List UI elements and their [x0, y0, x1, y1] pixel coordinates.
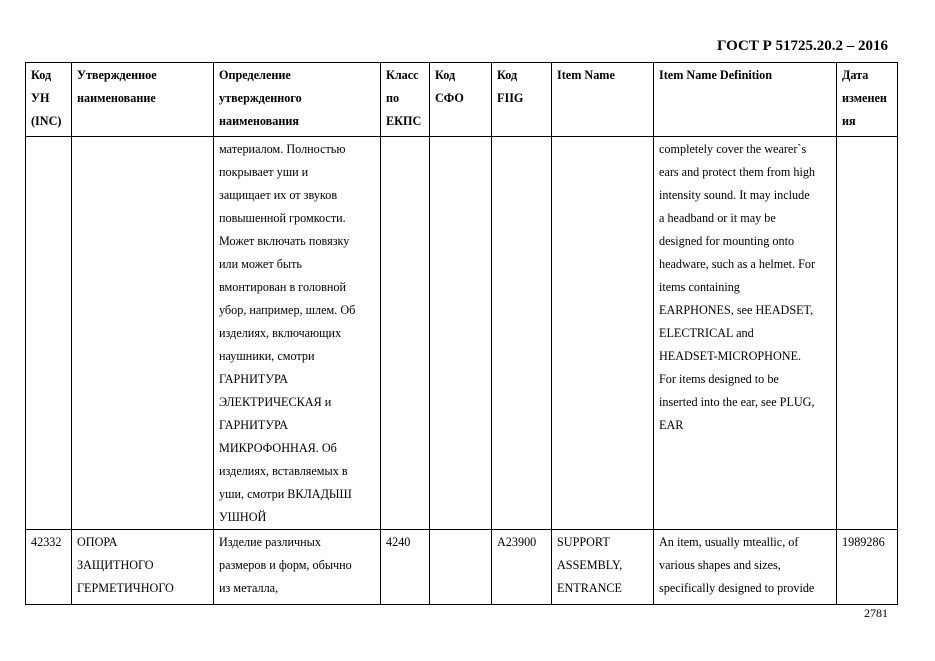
cell-text-line: intensity sound. It may include: [659, 188, 810, 202]
cell-text-line: completely cover the wearer`s: [659, 142, 807, 156]
cell-text-line: из металла,: [219, 581, 279, 595]
cell-approved-name: [72, 530, 214, 605]
cell-text-line: ия: [842, 114, 856, 128]
cell-text-line: (INC): [31, 114, 62, 128]
cell-item-name: [552, 137, 654, 530]
cell-class: [381, 137, 430, 530]
col-header-date: [837, 63, 898, 137]
cell-text-line: ГАРНИТУРА: [219, 418, 288, 432]
col-header-inc: [26, 63, 72, 137]
cell-fiig: [492, 137, 552, 530]
col-header-definition-en: [654, 63, 837, 137]
cell-text-line: ЕКПС: [386, 114, 422, 128]
cell-text-line: ЗАЩИТНОГО: [77, 558, 154, 572]
cell-text-line: inserted into the ear, see PLUG,: [659, 395, 815, 409]
cell-text-line: МИКРОФОННАЯ. Об: [219, 441, 337, 455]
cell-text-line: Код: [497, 68, 518, 82]
cell-text-line: various shapes and sizes,: [659, 558, 781, 572]
cell-text-line: ГАРНИТУРА: [219, 372, 288, 386]
cell-text-line: повышенной громкости.: [219, 211, 346, 225]
cell-text-line: 1989286: [842, 535, 885, 549]
col-header-approved-name: [72, 63, 214, 137]
cell-text-line: убор, например, шлем. Об: [219, 303, 356, 317]
cell-text-line: ENTRANCE: [557, 581, 622, 595]
cell-date: [837, 137, 898, 530]
cell-text-line: Определение: [219, 68, 291, 82]
cell-sfo: [430, 530, 492, 605]
cell-text-line: размеров и форм, обычно: [219, 558, 352, 572]
cell-text-line: EARPHONES, see HEADSET,: [659, 303, 814, 317]
cell-text-line: HEADSET-MICROPHONE.: [659, 349, 802, 363]
col-header-fiig: [492, 63, 552, 137]
cell-text-line: ears and protect them from high: [659, 165, 816, 179]
cell-definition-ru: [214, 137, 381, 530]
cell-text-line: a headband or it may be: [659, 211, 776, 225]
cell-text-line: 42332: [31, 535, 62, 549]
cell-text-line: или может быть: [219, 257, 302, 271]
cell-text-line: уши, смотри ВКЛАДЫШ: [219, 487, 352, 501]
cell-date: [837, 530, 898, 605]
cell-text-line: Изделие различных: [219, 535, 321, 549]
cell-text-line: SUPPORT: [557, 535, 610, 549]
col-header-sfo: [430, 63, 492, 137]
col-header-class: [381, 63, 430, 137]
cell-text-line: Код: [435, 68, 456, 82]
cell-text-line: FIIG: [497, 91, 524, 105]
cell-class: [381, 530, 430, 605]
cell-text-line: Класс: [386, 68, 419, 82]
classification-table: [25, 62, 898, 605]
cell-text-line: по: [386, 91, 400, 105]
table-header-row: [26, 63, 898, 137]
cell-text-line: ЭЛЕКТРИЧЕСКАЯ и: [219, 395, 332, 409]
cell-text-line: An item, usually mteallic, of: [659, 535, 799, 549]
cell-text-line: A23900: [497, 535, 537, 549]
cell-definition-en: [654, 530, 837, 605]
cell-text-line: УН: [31, 91, 50, 105]
page-number: 2781: [864, 606, 888, 620]
col-header-item-name: [552, 63, 654, 137]
cell-text-line: ГЕРМЕТИЧНОГО: [77, 581, 174, 595]
cell-text-line: specifically designed to provide: [659, 581, 815, 595]
table-row: [26, 137, 898, 530]
cell-text-line: наушники, смотри: [219, 349, 315, 363]
cell-text-line: утвержденного: [219, 91, 302, 105]
cell-fiig: [492, 530, 552, 605]
cell-definition-ru: [214, 530, 381, 605]
cell-text-line: Код: [31, 68, 52, 82]
cell-text-line: наименование: [77, 91, 156, 105]
cell-text-line: ASSEMBLY,: [557, 558, 623, 572]
cell-definition-en: [654, 137, 837, 530]
cell-text-line: Item Name: [557, 68, 615, 82]
cell-text-line: СФО: [435, 91, 464, 105]
cell-text-line: items containing: [659, 280, 740, 294]
cell-approved-name: [72, 137, 214, 530]
cell-text-line: УШНОЙ: [219, 510, 267, 524]
cell-text-line: 4240: [386, 535, 411, 549]
cell-text-line: защищает их от звуков: [219, 188, 338, 202]
table-row: [26, 530, 898, 605]
cell-text-line: Item Name Definition: [659, 68, 773, 82]
col-header-definition-ru: [214, 63, 381, 137]
cell-text-line: Может включать повязку: [219, 234, 350, 248]
cell-text-line: EAR: [659, 418, 684, 432]
cell-text-line: изделиях, вставляемых в: [219, 464, 348, 478]
cell-sfo: [430, 137, 492, 530]
cell-text-line: изделиях, включающих: [219, 326, 342, 340]
document-standard-header: ГОСТ Р 51725.20.2 – 2016: [716, 38, 888, 54]
cell-text-line: Утвержденное: [77, 68, 157, 82]
cell-item-name: [552, 530, 654, 605]
cell-text-line: вмонтирован в головной: [219, 280, 346, 294]
cell-inc: [26, 137, 72, 530]
cell-text-line: ОПОРА: [77, 535, 118, 549]
cell-text-line: изменен: [842, 91, 887, 105]
cell-text-line: ELECTRICAL and: [659, 326, 754, 340]
cell-text-line: покрывает уши и: [219, 165, 309, 179]
cell-text-line: наименования: [219, 114, 299, 128]
cell-inc: [26, 530, 72, 605]
cell-text-line: For items designed to be: [659, 372, 779, 386]
cell-text-line: designed for mounting onto: [659, 234, 795, 248]
cell-text-line: материалом. Полностью: [219, 142, 346, 156]
cell-text-line: Дата: [842, 68, 869, 82]
cell-text-line: headware, such as a helmet. For: [659, 257, 816, 271]
